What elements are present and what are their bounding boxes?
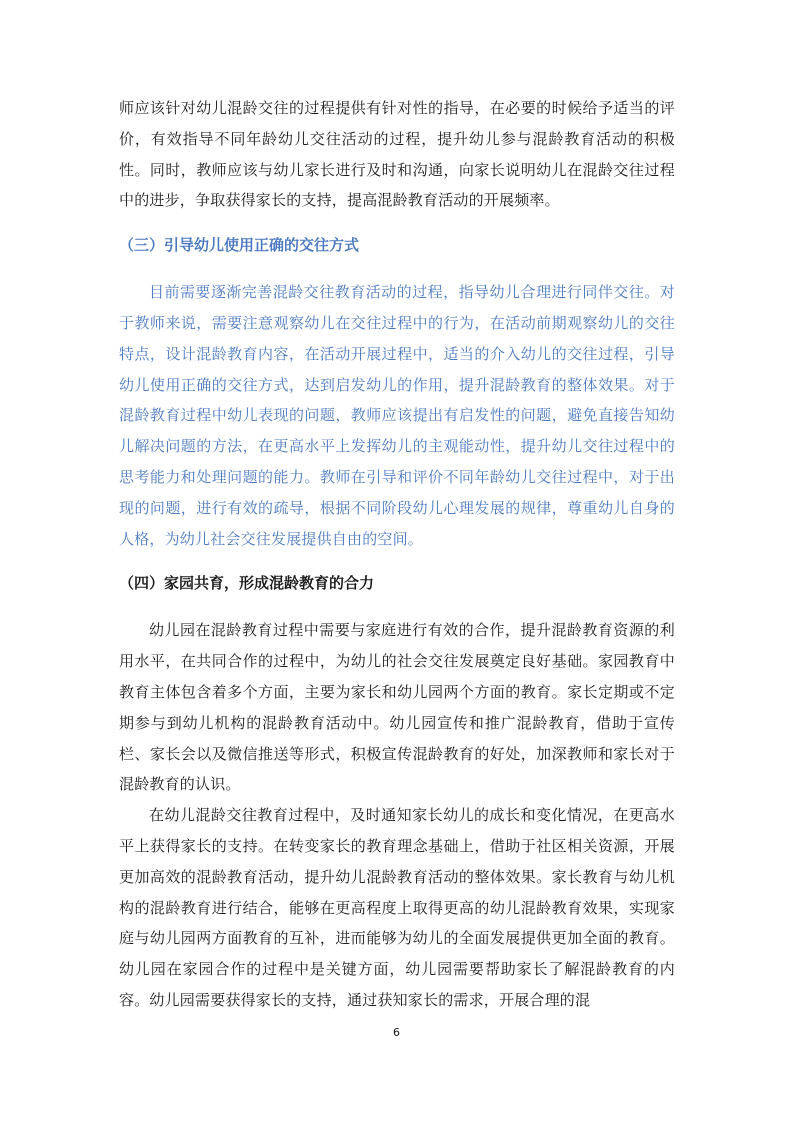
paragraph-home-school: 幼儿园在混龄教育过程中需要与家庭进行有效的合作，提升混龄教育资源的利用水平，在共同合作的过程中，为幼儿的社会交往发展奠定良好基础。家园教育中教育主体包含着多个方面，主要为家长和幼儿园两个方面的教育。家长定期或不定期参与到幼儿机构的混龄教育活动中。幼儿园宣传和推广混龄教育，借助于宣传栏、家长会以及微信推送等形式，积极宣传混龄教育的好处，加深教师和家长对于混龄教育的认识。 <box>119 621 675 794</box>
page-number: 6 <box>393 1026 400 1039</box>
paragraph-continuation: 师应该针对幼儿混龄交往的过程提供有针对性的指导，在必要的时候给予适当的评价，有效指导不同年龄幼儿交往活动的过程，提升幼儿参与混龄教育活动的积极性。同时，教师应该与幼儿家长进行及时和沟通，向家长说明幼儿在混龄交往过程中的进步，争取获得家长的支持，提高混龄教育活动的开展频率。 <box>119 99 675 210</box>
page-content <box>119 93 675 1016</box>
section-heading-4: （四）家园共育，形成混龄教育的合力 <box>119 574 375 593</box>
paragraph-guidance: 目前需要逐渐完善混龄交往教育活动的过程，指导幼儿合理进行同伴交往。对于教师来说，需要注意观察幼儿在交往过程中的行为，在活动前期观察幼儿的交往特点，设计混龄教育内容，在活动开展过程中，适当的介入幼儿的交往过程，引导幼儿使用正确的交往方式，达到启发幼儿的作用，提升混龄教育的整体效果。对于混龄教育过程中幼儿表现的问题，教师应该提出有启发性的问题，避免直接告知幼儿解决问题的方法，在更高水平上发挥幼儿的主观能动性，提升幼儿交往过程中的思考能力和处理问题的能力。教师在引导和评价不同年龄幼儿交往过程中，对于出现的问题，进行有效的疏导，根据不同阶段幼儿心理发展的规律，尊重幼儿自身的人格，为幼儿社会交往发展提供自由的空间。 <box>119 283 675 548</box>
paragraph-parent-support: 在幼儿混龄交往教育过程中，及时通知家长幼儿的成长和变化情况，在更高水平上获得家长的支持。在转变家长的教育理念基础上，借助于社区相关资源，开展更加高效的混龄教育活动，提升幼儿混龄教育活动的整体效果。家长教育与幼儿机构的混龄教育进行结合，能够在更高程度上取得更高的幼儿混龄教育效果，实现家庭与幼儿园两方面教育的互补，进而能够为幼儿的全面发展提供更加全面的教育。幼儿园在家园合作的过程中是关键方面，幼儿园需要帮助家长了解混龄教育的内容。幼儿园需要获得家长的支持，通过获知家长的需求，开展合理的混 <box>119 806 675 1009</box>
section-heading-3: （三）引导幼儿使用正确的交往方式 <box>119 236 360 255</box>
